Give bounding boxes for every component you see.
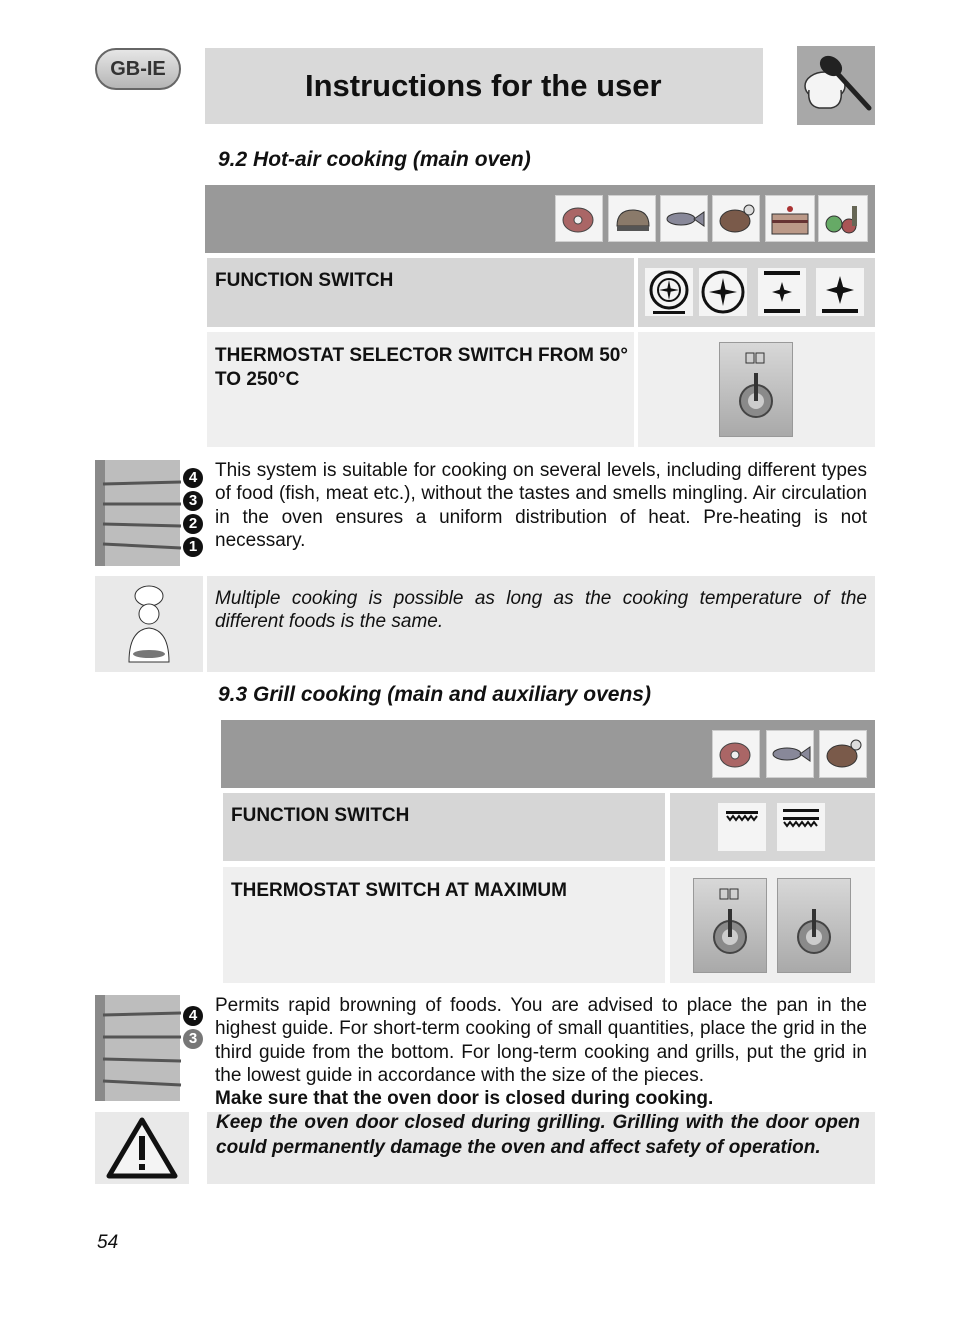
grill-icon [718, 803, 766, 851]
fan-icon [699, 268, 747, 316]
chef-icon [95, 576, 203, 672]
food-icons-bar [205, 185, 875, 253]
meat-icon [555, 195, 603, 242]
function-switch-label: FUNCTION SWITCH [215, 270, 394, 291]
warning-box [207, 1112, 875, 1184]
language-badge-text: GB-IE [110, 57, 166, 80]
fan-circle-icon [645, 268, 693, 316]
thermostat-knob-icon [719, 342, 793, 437]
thermostat-row-label-cell [207, 332, 634, 447]
shelf-number-4: 4 [183, 468, 203, 488]
thermostat-label: THERMOSTAT SELECTOR SWITCH FROM 50° TO 250°C [215, 345, 628, 390]
main-oven-knob-icon [693, 878, 767, 973]
poultry-icon [712, 195, 760, 242]
language-badge [95, 48, 181, 90]
grill-shelf-diagram [95, 995, 205, 1101]
oven-shelf-diagram [95, 460, 205, 566]
thermostat-knob-cell [638, 332, 875, 447]
grill-thermostat-label: THERMOSTAT SWITCH AT MAXIMUM [231, 880, 567, 901]
shelf-number-2: 2 [183, 514, 203, 534]
function-switch-icons-cell [638, 258, 875, 327]
shelf-number-1: 1 [183, 537, 203, 557]
grill-description: Permits rapid browning of foods. You are advised to place the pan in the highest guide. For short-term cooking of small quantities, place the grid in the third guide from the bottom. For long-term cooking and grills, put the grid in the lowest guide in accordance with the size of the pieces. [215, 995, 867, 1086]
warning-text: Keep the oven door closed during grilling. Grilling with the door open could permanently damage the oven and affect safety of operation. [216, 1112, 860, 1158]
chef-spoon-icon [797, 46, 875, 125]
fish-icon [766, 730, 814, 778]
fan-top-bottom-icon [758, 268, 806, 316]
vegetables-icon [818, 195, 868, 242]
auxiliary-oven-knob-icon [777, 878, 851, 973]
grill-function-switch-label: FUNCTION SWITCH [231, 805, 410, 826]
fan-bottom-icon [816, 268, 864, 316]
fish-icon [660, 195, 708, 242]
page-title-box [205, 48, 763, 124]
shelf-number-3: 3 [183, 491, 203, 511]
meat-icon [712, 730, 760, 778]
grill-thermostat-label-cell [223, 867, 665, 983]
poultry-icon [819, 730, 867, 778]
double-grill-icon [777, 803, 825, 851]
function-switch-row-label-cell [207, 258, 634, 327]
shelf-number-3: 3 [183, 1029, 203, 1049]
grill-function-icons-cell [670, 793, 875, 861]
section-heading-grill: 9.3 Grill cooking (main and auxiliary ovens) [218, 683, 651, 706]
grill-thermostat-knobs-cell [670, 867, 875, 983]
section-heading-hot-air: 9.2 Hot-air cooking (main oven) [218, 148, 531, 171]
note-text: Multiple cooking is possible as long as the cooking temperature of the different foods is the same. [215, 588, 867, 632]
grill-description-bold: Make sure that the oven door is closed during cooking. [215, 1088, 714, 1109]
page-number: 54 [97, 1232, 119, 1253]
hot-air-description: This system is suitable for cooking on several levels, including different types of food (fish, meat etc.), without the tastes and smells mingling. Air circulation in the oven ensures a uniform distribution of heat. Pre-heating is not necessary. [215, 460, 867, 551]
page-title: Instructions for the user [305, 68, 662, 103]
warning-icon [95, 1112, 189, 1184]
bread-icon [608, 195, 656, 242]
shelf-number-4: 4 [183, 1006, 203, 1026]
grill-function-switch-label-cell [223, 793, 665, 861]
note-box [207, 576, 875, 672]
cake-icon [765, 195, 815, 242]
grill-food-icons-bar [221, 720, 875, 788]
